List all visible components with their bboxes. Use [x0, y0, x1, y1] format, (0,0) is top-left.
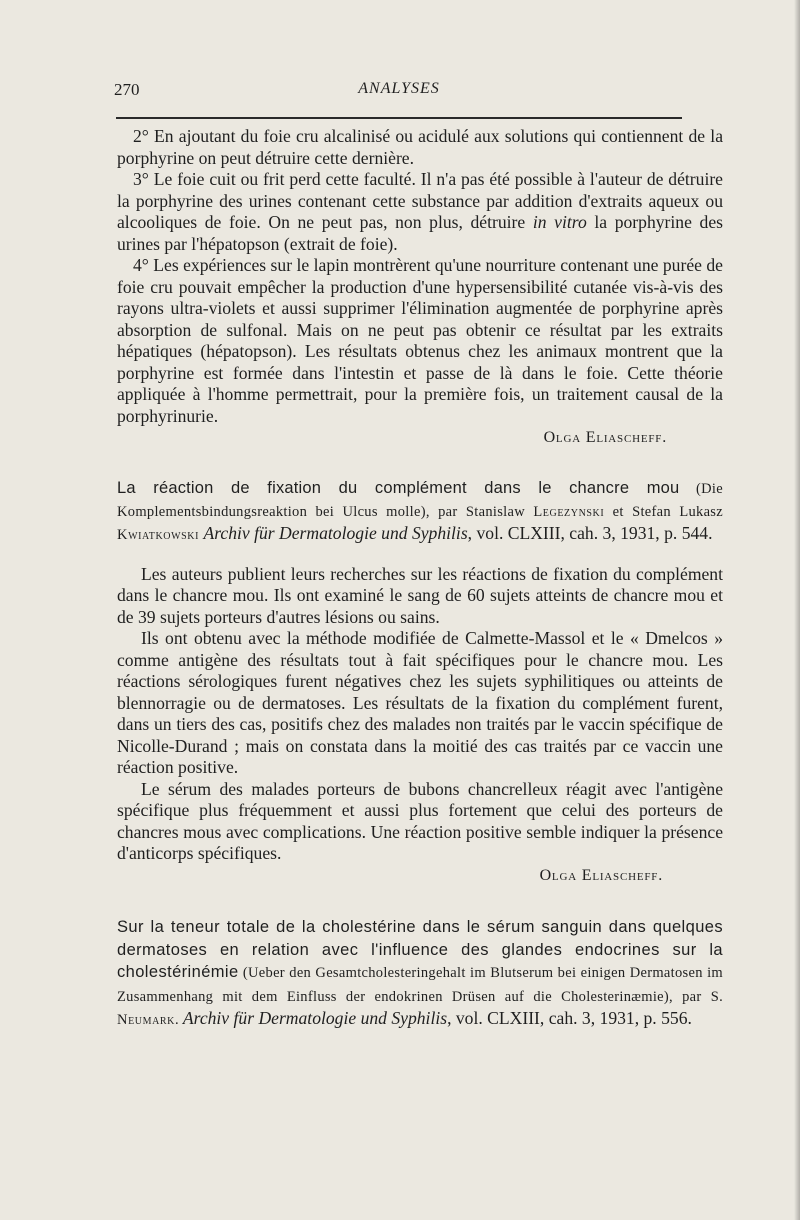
article-2-paragraph-2: Ils ont obtenu avec la méthode modifiée de Calmette-Massol et le « Dmelcos » comme antigène des résultats tout à fait spécifiques pour le chancre mou. Les réactions sérologiques furent négatives chez les sujets syphilitiques ou atteints de blennorragie ou de dermatoses. Les résultats de la fixation du complément furent, dans un tiers des cas, positifs chez des malades non traités par le vaccin spécifique de Nicolle-Durand ; mais on constata dans la moitié des cas traités par ce vaccin une réaction positive.: [117, 628, 723, 777]
article-3-reference: , vol. CLXIII, cah. 3, 1931, p. 556.: [447, 1008, 692, 1028]
section-title: ANALYSES: [358, 80, 440, 97]
article-2-reference: , vol. CLXIII, cah. 3, 1931, p. 544.: [467, 522, 713, 543]
body-text: [117, 126, 723, 1032]
paragraph-point-3: [117, 169, 723, 255]
article-3-title: Sur la teneur totale de la cholestérine dans le sérum sanguin dans quelques dermatoses en relation avec l'influence des glandes endocrines sur la cholestérinémie: [117, 918, 723, 981]
header-rule: [116, 117, 682, 119]
article-3-heading: [117, 916, 723, 1032]
signature-1: Olga Eliascheff.: [543, 429, 667, 446]
signature-2: Olga Eliascheff.: [539, 866, 663, 884]
in-vitro-italic: in vitro: [532, 212, 587, 232]
article-3-author: Neumark: [117, 1012, 176, 1028]
article-3-journal: Archiv für Dermatologie und Syphilis: [182, 1008, 448, 1028]
article-2-original-mid: et Stefan Lukasz: [604, 503, 723, 520]
article-2-author-2: Kwiatkowski: [117, 526, 200, 543]
paragraph-point-4: 4° Les expériences sur le lapin montrèrent qu'une nourriture contenant une purée de foie cru pouvait empêcher la production d'une hypersensibilité cutanée vis-à-vis des rayons ultra-violets et aussi supprimer l'élimination augmentée de porphyrine après absorption de sulfonal. Mais on ne peut pas obtenir ce résultat par les extraits hépatiques (hépatopson). Les résultats obtenus chez les animaux montrent que la porphyrine est formée dans l'intestin et passe de là dans le foie. Cette théorie appliquée à l'homme permettrait, pour la première fois, un traitement causal de la porphyrinurie.: [117, 255, 723, 426]
page-number: 270: [114, 80, 140, 99]
article-3-sep: .: [175, 1012, 183, 1028]
running-head: [114, 80, 684, 104]
article-2-paragraph-3: Le sérum des malades porteurs de bubons chancrelleux réagit avec l'antigène spécifique plus fréquemment et aussi plus fortement que celui des porteurs de chancres mous avec complications. Une réaction positive semble indiquer la présence d'anticorps spécifiques.: [117, 778, 723, 863]
paragraph-point-3-end: la porphyrine des urines par l'hépatopson (extrait de foie).: [117, 212, 723, 254]
page-edge-shadow: [794, 0, 800, 1220]
article-2-paragraph-1: Les auteurs publient leurs recherches sur les réactions de fixation du complément dans le chancre mou. Ils ont examiné le sang de 60 sujets atteints de chancre mou et de 39 sujets porteurs d'autres lésions ou sains.: [117, 563, 723, 627]
article-3-original-title: (Ueber den Gesamtcholesteringehalt im Blutserum bei einigen Dermatosen im Zusammenhang mit dem Einfluss der endokrinen Drüsen auf die Cholesterinæmie), par S.: [117, 965, 723, 1005]
article-2-original-title: (Die Komplementsbindungsreaktion bei Ulcus molle), par Stanislaw: [117, 480, 723, 520]
paragraph-point-3-text: 3° Le foie cuit ou frit perd cette faculté. Il n'a pas été possible à l'auteur de détruire la porphyrine des urines contenant cette substance par addition d'extraits aqueux ou alcooliques de foie. On ne peut pas, non plus, détruire: [117, 169, 723, 232]
article-2-journal: Archiv für Dermatologie und Syphilis: [203, 522, 468, 543]
paragraph-point-2: 2° En ajoutant du foie cru alcalinisé ou acidulé aux solutions qui contiennent de la porphyrine on peut détruire cette dernière.: [117, 126, 723, 168]
article-2-heading: [117, 477, 723, 546]
article-2-title: La réaction de fixation du complément dans le chancre mou: [117, 478, 680, 497]
article-2-author-1: Legezynski: [533, 503, 605, 520]
